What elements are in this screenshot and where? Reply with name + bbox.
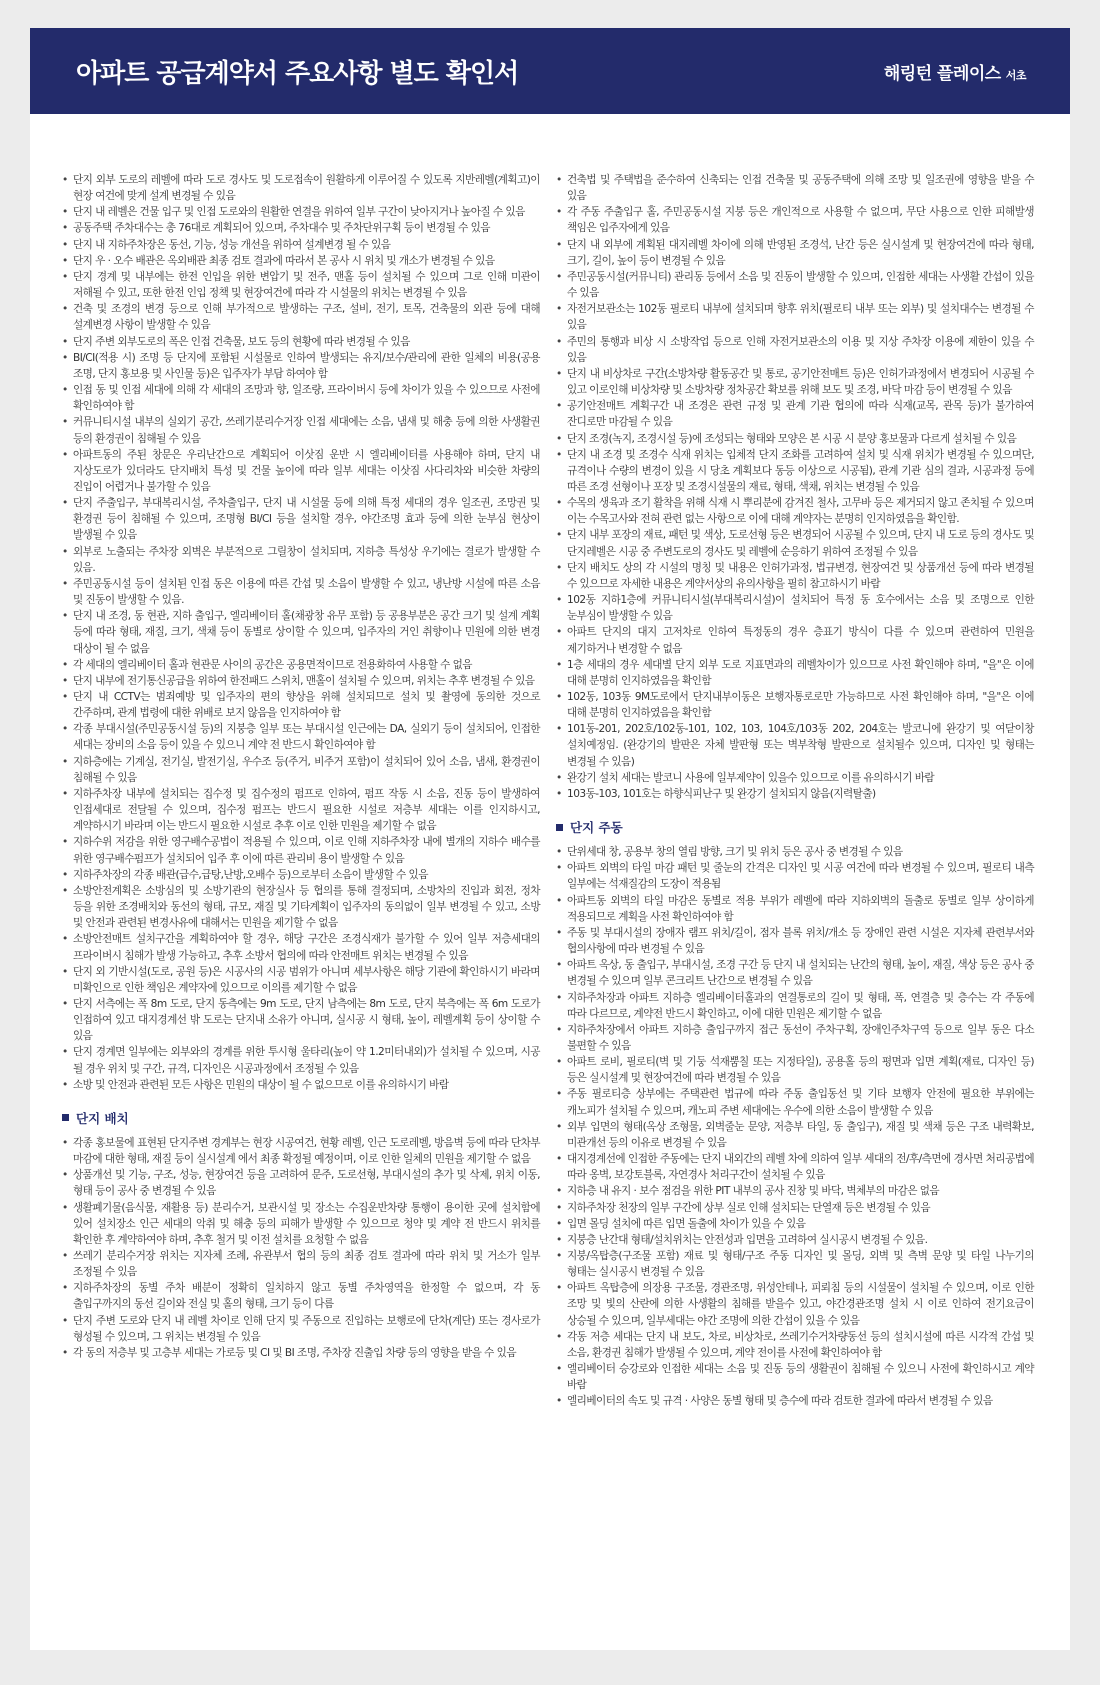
notice-item: • 102동, 103동 9M도로에서 단지내부이동은 보행자통로로만 가능하므로 사전 확인해야 하며, "을"은 이에 대해 분명히 인지하였음을 확인함 xyxy=(556,689,1034,721)
notice-item: • 단지 배치도 상의 각 시설의 명칭 및 내용은 인허가과정, 법규변경, 현장여건 및 상품개선 등에 따라 변경될 수 있으므로 자세한 내용은 계약서상의 유의사항을 필히 참고하시기 바람 xyxy=(556,560,1034,592)
notice-item: • 아파트 외벽의 타일 마감 패턴 및 줄눈의 간격은 디자인 및 시공 여건에 따라 변경될 수 있으며, 필로티 내측 일부에는 석재질감의 도장이 적용됨 xyxy=(556,860,1034,892)
notice-item: • 지하수위 저감을 위한 영구배수공법이 적용될 수 있으며, 이로 인해 지하주차장 내에 별개의 지하수 배수를 위한 영구배수펌프가 설치되어 입주 후 이에 따른 관리비 용이 발생할 수 있음 xyxy=(62,834,540,866)
document-header xyxy=(30,28,1070,114)
notice-item: • 주민의 통행과 비상 시 소방작업 등으로 인해 자전거보관소의 이용 및 지상 주차장 이용에 제한이 있을 수 있음 xyxy=(556,334,1034,366)
notice-item: • 상품개선 및 기능, 구조, 성능, 현장여건 등을 고려하여 문주, 도로선형, 부대시설의 추가 및 삭제, 위치 이동, 형태 등이 공사 중 변경될 수 있음 xyxy=(62,1167,540,1199)
notice-item: • 단지 내 지하주차장은 동선, 기능, 성능 개선을 위하여 설계변경 될 수 있음 xyxy=(62,237,540,253)
notice-item: • 아파트 단지의 대지 고저차로 인하여 특정동의 경우 층표기 방식이 다를 수 있으며 관련하여 민원을 제기하거나 변경할 수 없음 xyxy=(556,624,1034,656)
notice-item: • 건축 및 조경의 변경 등으로 인해 부가적으로 발생하는 구조, 설비, 전기, 토목, 건축물의 외관 등에 대해 설계변경 사항이 발생할 수 있음 xyxy=(62,301,540,333)
notice-item: • 각종 부대시설(주민공동시설 등)의 지붕층 일부 또는 부대시설 인근에는 DA, 실외기 등이 설치되어, 인접한 세대는 장비의 소음 등이 있을 수 있으니 계약 전 반드시 확인하여야 함 xyxy=(62,721,540,753)
notice-item: • 건축법 및 주택법을 준수하여 신축되는 인접 건축물 및 공동주택에 의해 조망 및 일조권에 영향을 받을 수 있음 xyxy=(556,172,1034,204)
notice-item: • 단지 주변 도로와 단지 내 레벨 차이로 인해 단지 및 주동으로 진입하는 보행로에 단차(계단) 또는 경사로가 형성될 수 있으며, 그 위치는 변경될 수 있음 xyxy=(62,1313,540,1345)
notice-item: • 단지 내 레벨은 건물 입구 및 인접 도로와의 원활한 연결을 위하여 일부 구간이 낮아지거나 높아질 수 있음 xyxy=(62,204,540,220)
notice-item: • 대지경계선에 인접한 주동에는 단지 내외간의 레벨 차에 의하여 일부 세대의 전/후/측면에 경사면 처리공법에 따라 옹벽, 보강토블록, 자연경사 처리구간이 설치될 수 있음 xyxy=(556,1151,1034,1183)
notice-item: • 완강기 설치 세대는 발코니 사용에 일부제약이 있을수 있으므로 이를 유의하시기 바람 xyxy=(556,770,1034,786)
notice-item: • 지하주차장과 아파트 지하층 엘리베이터홀과의 연결통로의 길이 및 형태, 폭, 연결층 및 층수는 각 주동에 따라 다르므로, 계약전 반드시 확인하고, 이에 대한 민원은 제기할 수 없음 xyxy=(556,990,1034,1022)
notice-item: • 단지 내부에 전기통신공급을 위하여 한전패드 스위치, 맨홀이 설치될 수 있으며, 위치는 추후 변경될 수 있음 xyxy=(62,673,540,689)
notice-item: • 각 주동 주출입구 홀, 주민공동시설 지붕 등은 개인적으로 사용할 수 없으며, 무단 사용으로 인한 피해발생 책임은 입주자에게 있음 xyxy=(556,204,1034,236)
section-heading-label: 단지 주동 xyxy=(570,820,623,836)
left-notice-list xyxy=(62,172,540,1093)
notice-item: • 단지 서측에는 폭 8m 도로, 단지 동측에는 9m 도로, 단지 남측에는 8m 도로, 단지 북측에는 폭 6m 도로가 인접하여 있고 대지경계선 밖 도로는 단지내 소유가 아니며, 실시공 시 형태, 높이, 레벨계획 등이 상이할 수 있음 xyxy=(62,996,540,1044)
building-notice-list xyxy=(556,844,1034,1409)
layout-notice-list xyxy=(62,1135,540,1361)
notice-item: • 지하주차장 천장의 일부 구간에 상부 실로 인해 설치되는 단열재 등은 변경될 수 있음 xyxy=(556,1200,1034,1216)
notice-item: • 커뮤니티시설 내부의 실외기 공간, 쓰레기분리수거장 인접 세대에는 소음, 냄새 및 해충 등에 의한 사생활권 등의 환경권이 침해될 수 있음 xyxy=(62,414,540,446)
notice-item: • 지하층 내 유지 · 보수 점검을 위한 PIT 내부의 공사 진창 및 바닥, 벽체부의 마감은 없음 xyxy=(556,1183,1034,1199)
notice-item: • 단지 내 조경 및 조경수 식재 위치는 입체적 단지 조화를 고려하여 설치 및 식재 위치가 변경될 수 있으며단, 규격이나 수량의 변경이 있을 시 당초 계획보다 동등 이상으로 시공됨), 관계 기관 심의 결과, 시공과정 등에 따른 조경 선형이나 포장 및 조경시설물의 재료, 형태, 색채, 위치는 변경될 수 있음 xyxy=(556,447,1034,495)
section-heading-layout xyxy=(62,1109,540,1127)
notice-item: • 외부로 노출되는 주차장 외벽은 부분적으로 그릴창이 설치되며, 지하층 특성상 우기에는 결로가 발생할 수 있음. xyxy=(62,544,540,576)
section-square-icon xyxy=(62,1114,69,1121)
notice-item: • 지하주차장에서 아파트 지하층 출입구까지 접근 동선이 주차구획, 장애인주차구역 등으로 일부 동은 다소 불편할 수 있음 xyxy=(556,1022,1034,1054)
notice-item: • 아파트 옥상, 동 출입구, 부대시설, 조경 구간 등 단지 내 설치되는 난간의 형태, 높이, 재질, 색상 등은 공사 중 변경될 수 있으며 일부 콘크리트 난간으로 변경될 수 있음 xyxy=(556,957,1034,989)
notice-item: • 소방안전계획은 소방심의 및 소방기관의 현장실사 등 협의를 통해 결정되며, 소방차의 진입과 회전, 정차 등을 위한 조경배치와 동선의 형태, 규모, 재질 및 기타계획이 입주자의 동의없이 일부 변경될 수 있고, 소방 및 안전과 관련된 변경사유에 대해서는 민원을 제기할 수 없음 xyxy=(62,883,540,931)
document-title: 아파트 공급계약서 주요사항 별도 확인서 xyxy=(76,58,519,89)
notice-item: • 입면 몰딩 설치에 따른 입면 돌출에 차이가 있을 수 있음 xyxy=(556,1216,1034,1232)
notice-item: • 지하주차장의 동별 주차 배분이 정확히 일치하지 않고 동별 주차영역을 한정할 수 없으며, 각 동 출입구까지의 동선 길이와 전실 및 홀의 형태, 크기 등이 다름 xyxy=(62,1280,540,1312)
notice-item: • 지하주차장의 각종 배관(급수,급탕,난방,오배수 등)으로부터 소음이 발생할 수 있음 xyxy=(62,867,540,883)
notice-item: • 아파트 옥탑층에 의장용 구조물, 경관조명, 위성안테나, 피뢰침 등의 시설물이 설치될 수 있으며, 이로 인한 조망 및 빛의 산란에 의한 사생활의 침해를 받을수 있고, 야간경관조명 설치 시 이로 인하여 전기요금이 상승될 수 있으며, 일부세대는 야간 조명에 의한 간섭이 있을 수 있음 xyxy=(556,1280,1034,1328)
notice-item: • 아파트 로비, 필로티(벽 및 기둥 석재뿜칠 또는 지정타일), 공용홀 등의 평면과 입면 계획(재료, 디자인 등) 등은 실시설계 및 현장여건에 따라 변경될 수 있음 xyxy=(556,1054,1034,1086)
left-column xyxy=(62,172,540,1410)
notice-item: • 주민공동시설(커뮤니티) 관리동 등에서 소음 및 진동이 발생할 수 있으며, 인접한 세대는 사생활 간섭이 있을 수 있음 xyxy=(556,269,1034,301)
notice-item: • 각종 홍보물에 표현된 단지주변 경계부는 현장 시공여건, 현황 레벨, 인근 도로레벨, 방음벽 등에 따라 단차부 마감에 대한 형태, 재질 등이 실시설계 에서 최종 확정될 예정이며, 이로 인한 일체의 민원을 제기할 수 없음 xyxy=(62,1135,540,1167)
brand-sub-label: 서초 xyxy=(1005,68,1026,82)
brand-name xyxy=(884,59,1026,84)
notice-item: • 단지 외 기반시설(도로, 공원 등)은 시공사의 시공 범위가 아니며 세부사항은 해당 기관에 확인하시기 바라며 미확인으로 인한 책임은 계약자에 있으므로 이의를 제기할 수 없음 xyxy=(62,964,540,996)
notice-item: • 단지 우 · 오수 배관은 옥외배관 최종 검토 결과에 따라서 본 공사 시 위치 및 개소가 변경될 수 있음 xyxy=(62,253,540,269)
notice-item: • 아파트동 외벽의 타일 마감은 동별로 적용 부위가 레벨에 따라 지하외벽의 돌출로 동별로 일부 상이하게 적용되므로 계획을 사전 확인하여야 함 xyxy=(556,893,1034,925)
notice-item: • 단지 내 CCTV는 범죄예방 및 입주자의 편의 향상을 위해 설치되므로 설치 및 촬영에 동의한 것으로 간주하며, 관계 법령에 대한 위배로 보지 않음을 인지하여야 함 xyxy=(62,689,540,721)
notice-item: • 지붕층 난간대 형태/설치위치는 안전성과 입면을 고려하여 실시공시 변경될 수 있음. xyxy=(556,1232,1034,1248)
notice-item: • 쓰레기 분리수거장 위치는 지자체 조례, 유관부서 협의 등의 최종 검토 결과에 따라 위치 및 거소가 일부 조정될 수 있음 xyxy=(62,1248,540,1280)
notice-item: • 102동 지하1층에 커뮤니티시설(부대복리시설)이 설치되어 특정 동 호수에서는 소음 및 조명으로 인한 눈부심이 발생할 수 있음 xyxy=(556,592,1034,624)
notice-item: • 지붕/옥탑층(구조물 포함) 재료 및 형태/구조 주동 디자인 및 몰딩, 외벽 및 측벽 문양 및 타일 나누기의 형태는 실시공시 변경될 수 있음 xyxy=(556,1248,1034,1280)
notice-item: • 단지 내 비상차로 구간(소방차량 활동공간 및 통로, 공기안전매트 등)은 인허가과정에서 변경되어 시공될 수 있고 이로인해 비상차량 및 소방차량 정차공간 확보를 위해 보도 및 조경, 바닥 마감 등이 변경될 수 있음 xyxy=(556,366,1034,398)
section-heading-label: 단지 배치 xyxy=(76,1110,129,1126)
notice-item: • 단지 경계면 일부에는 외부와의 경계를 위한 투시형 울타리(높이 약 1.2미터내외)가 설치될 수 있으며, 시공 될 경우 위치 및 구간, 규격, 디자인은 시공과정에서 조정될 수 있음 xyxy=(62,1044,540,1076)
notice-item: • 각 세대의 엘리베이터 홀과 현관문 사이의 공간은 공용면적이므로 전용화하여 사용할 수 없음 xyxy=(62,657,540,673)
notice-item: • 단지 경계 및 내부에는 한전 인입을 위한 변압기 및 전주, 맨홀 등이 설치될 수 있으며 그로 인해 미관이 저해될 수 있고, 또한 한전 인입 정책 및 현장여건에 따라 각 시설물의 위치는 변경될 수 있음 xyxy=(62,269,540,301)
notice-item: • 자전거보관소는 102동 필로티 내부에 설치되며 향후 위치(필로티 내부 또는 외부) 및 설치대수는 변경될 수 있음 xyxy=(556,301,1034,333)
notice-item: • 단지 주변 외부도로의 폭은 인접 건축물, 보도 등의 현황에 따라 변경될 수 있음 xyxy=(62,334,540,350)
notice-item: • 101동-201, 202호/102동-101, 102, 103, 104호/103동 202, 204호는 발코니에 완강기 및 여닫이창 설치예정임. (완강기의 발판은 자체 발판형 또는 벽부착형 발판으로 설치될수 있으며, 디자인 및 형태는 변경될 수 있음) xyxy=(556,721,1034,769)
notice-item: • 공기안전매트 계획구간 내 조경은 관련 규정 및 관계 기관 협의에 따라 식재(교목, 관목 등)가 불가하여 잔디로만 마감될 수 있음 xyxy=(556,398,1034,430)
section-heading-building xyxy=(556,818,1034,836)
notice-item: • 지하층에는 기계실, 전기실, 발전기실, 우수조 등(주거, 비주거 포함)이 설치되어 있어 소음, 냄새, 환경권이 침해될 수 있음 xyxy=(62,754,540,786)
notice-item: • 각동 저층 세대는 단지 내 보도, 차로, 비상차로, 쓰레기수거차량동선 등의 설치시설에 따른 시각적 간섭 및 소음, 환경권 침해가 발생될 수 있으며, 계약 전이를 사전에 확인하여야 함 xyxy=(556,1329,1034,1361)
content-columns xyxy=(30,114,1070,1410)
section-square-icon xyxy=(556,824,563,831)
notice-item: • BI/CI(적용 시) 조명 등 단지에 포함된 시설물로 인하여 발생되는 유지/보수/관리에 관한 일체의 비용(공용 조명, 단지 홍보용 및 사인물 등)은 입주자가 부담 하여야 함 xyxy=(62,350,540,382)
notice-item: • 외부 입면의 형태(옥상 조형물, 외벽줄눈 문양, 저층부 타일, 동 출입구), 재질 및 색채 등은 구조 내력확보, 미관개선 등의 이유로 변경될 수 있음 xyxy=(556,1119,1034,1151)
notice-item: • 주민공동시설 등이 설치된 인접 동은 이용에 따른 간섭 및 소음이 발생할 수 있고, 냉난방 시설에 따른 소음 및 진동이 발생할 수 있음. xyxy=(62,576,540,608)
notice-item: • 소방안전매트 설치구간을 계획하여야 할 경우, 해당 구간은 조경식재가 불가할 수 있어 일부 저층세대의 프라이버시 침해가 발생 가능하고, 추후 소방서 협의에 따라 안전매트 위치는 변경될 수 있음 xyxy=(62,931,540,963)
notice-item: • 단지 조경(녹지, 조경시설 등)에 조성되는 형태와 모양은 본 시공 시 분양 홍보물과 다르게 설치될 수 있음 xyxy=(556,431,1034,447)
notice-item: • 단지 외부 도로의 레벨에 따라 도로 경사도 및 도로접속이 원활하게 이루어질 수 있도록 지반레벨(계획고)이 현장 여건에 맞게 설계 변경될 수 있음 xyxy=(62,172,540,204)
right-column xyxy=(556,172,1034,1410)
notice-item: • 단위세대 창, 공용부 창의 열림 방향, 크기 및 위치 등은 공사 중 변경될 수 있음 xyxy=(556,844,1034,860)
notice-item: • 주동 및 부대시설의 장애자 램프 위치/길이, 점자 블록 위치/개소 등 장애인 관련 시설은 지자체 관련부서와 협의사항에 따라 변경될 수 있음 xyxy=(556,925,1034,957)
notice-item: • 단지 내 외부에 계획된 대지레벨 차이에 의해 반영된 조경석, 난간 등은 실시설계 및 현장여건에 따라 형태, 크기, 길이, 높이 등이 변경될 수 있음 xyxy=(556,237,1034,269)
notice-item: • 소방 및 안전과 관련된 모든 사항은 민원의 대상이 될 수 없으므로 이를 유의하시기 바람 xyxy=(62,1077,540,1093)
notice-item: • 단지 내 조경, 동 현관, 지하 출입구, 엘리베이터 홀(채광창 유무 포함) 등 공용부분은 공간 크기 및 설계 계획 등에 따라 형태, 재질, 크기, 색채 등이 동별로 상이할 수 있으며, 입주자의 거인 취향이나 민원에 의한 변경 대상이 될 수 없음 xyxy=(62,608,540,656)
notice-item: • 엘리베이터의 속도 및 규격 · 사양은 동별 형태 및 층수에 따라 검토한 결과에 따라서 변경될 수 있음 xyxy=(556,1393,1034,1409)
notice-item: • 수목의 생육과 조기 활착을 위해 식재 시 뿌리분에 감겨진 철사, 고무바 등은 제거되지 않고 존치될 수 있으며 이는 수목고사와 전혀 관련 없는 사항으로 이에 대해 계약자는 분명히 인지하였음을 확인함. xyxy=(556,495,1034,527)
notice-item: • 공동주택 주차대수는 총 76대로 계획되어 있으며, 주차대수 및 주차단위구획 등이 변경될 수 있음 xyxy=(62,220,540,236)
notice-item: • 단지 주출입구, 부대복리시설, 주차출입구, 단지 내 시설물 등에 의해 특정 세대의 경우 일조권, 조망권 및 환경권 등이 침해될 수 있으며, 조명형 BI/CI 등을 설치할 경우, 야간조명 효과 등에 의한 눈부심 현상이 발생될 수 있음 xyxy=(62,495,540,543)
notice-item: • 103동-103, 101호는 하향식피난구 및 완강기 설치되지 않음(지력탈출) xyxy=(556,786,1034,802)
notice-item: • 엘리베이터 승강로와 인접한 세대는 소음 및 진동 등의 생활권이 침해될 수 있으니 사전에 확인하시고 계약 바람 xyxy=(556,1361,1034,1393)
notice-item: • 1층 세대의 경우 세대별 단지 외부 도로 지표면과의 레벨차이가 있으므로 사전 확인해야 하며, "을"은 이에 대해 분명히 인지하였음을 확인함 xyxy=(556,657,1034,689)
notice-item: • 단지 내부 포장의 재료, 패턴 및 색상, 도로선형 등은 변경되어 시공될 수 있으며, 단지 내 도로 등의 경사도 및 단지레벨은 시공 중 주변도로의 경사도 및 레벨에 순응하기 위하여 조정될 수 있음 xyxy=(556,527,1034,559)
notice-item: • 각 동의 저층부 및 고층부 세대는 가로등 및 CI 및 BI 조명, 주차장 진출입 차량 등의 영향을 받을 수 있음 xyxy=(62,1345,540,1361)
brand-label: 해링턴 플레이스 xyxy=(883,63,1001,84)
notice-item: • 주동 필로티층 상부에는 주택관련 법규에 따라 주동 출입동선 및 기타 보행자 안전에 필요한 부위에는 캐노피가 설치될 수 있으며, 캐노피 주변 세대에는 우수에 의한 소음이 발생할 수 있음 xyxy=(556,1086,1034,1118)
notice-item: • 아파트동의 주된 창문은 우리난간으로 계획되어 이삿짐 운반 시 엘리베이터를 사용해야 하며, 단지 내 지상도로가 있더라도 단지배치 특성 및 건물 높이에 따라 일부 세대는 이삿짐 사다리차와 비슷한 차량의 진입이 어렵거나 불가할 수 있음 xyxy=(62,447,540,495)
document-sheet xyxy=(30,28,1070,1650)
notice-item: • 생활폐기물(음식물, 재활용 등) 분리수거, 보관시설 및 장소는 수집운반차량 통행이 용이한 곳에 설치함에 있어 설치장소 인근 세대의 악취 및 해충 등의 피해가 발생할 수 있으므로 청약 및 계약 전 반드시 위치를 확인한 후 계약하여야 하며, 추후 철거 및 이전 설치를 요청할 수 없음 xyxy=(62,1200,540,1248)
notice-item: • 지하주차장 내부에 설치되는 집수정 및 집수정의 펌프로 인하여, 펌프 작동 시 소음, 진동 등이 발생하여 인접세대로 전달될 수 있으며, 집수정 펌프는 반드시 필요한 시설로 저층부 세대는 이를 인지하시고, 계약하시기 바라며 이는 반드시 필요한 시설로 추후 이로 인한 민원을 제기할 수 없음 xyxy=(62,786,540,834)
right-notice-list xyxy=(556,172,1034,802)
notice-item: • 인접 동 및 인접 세대에 의해 각 세대의 조망과 향, 일조량, 프라이버시 등에 차이가 있을 수 있으므로 사전에 확인하여야 함 xyxy=(62,382,540,414)
